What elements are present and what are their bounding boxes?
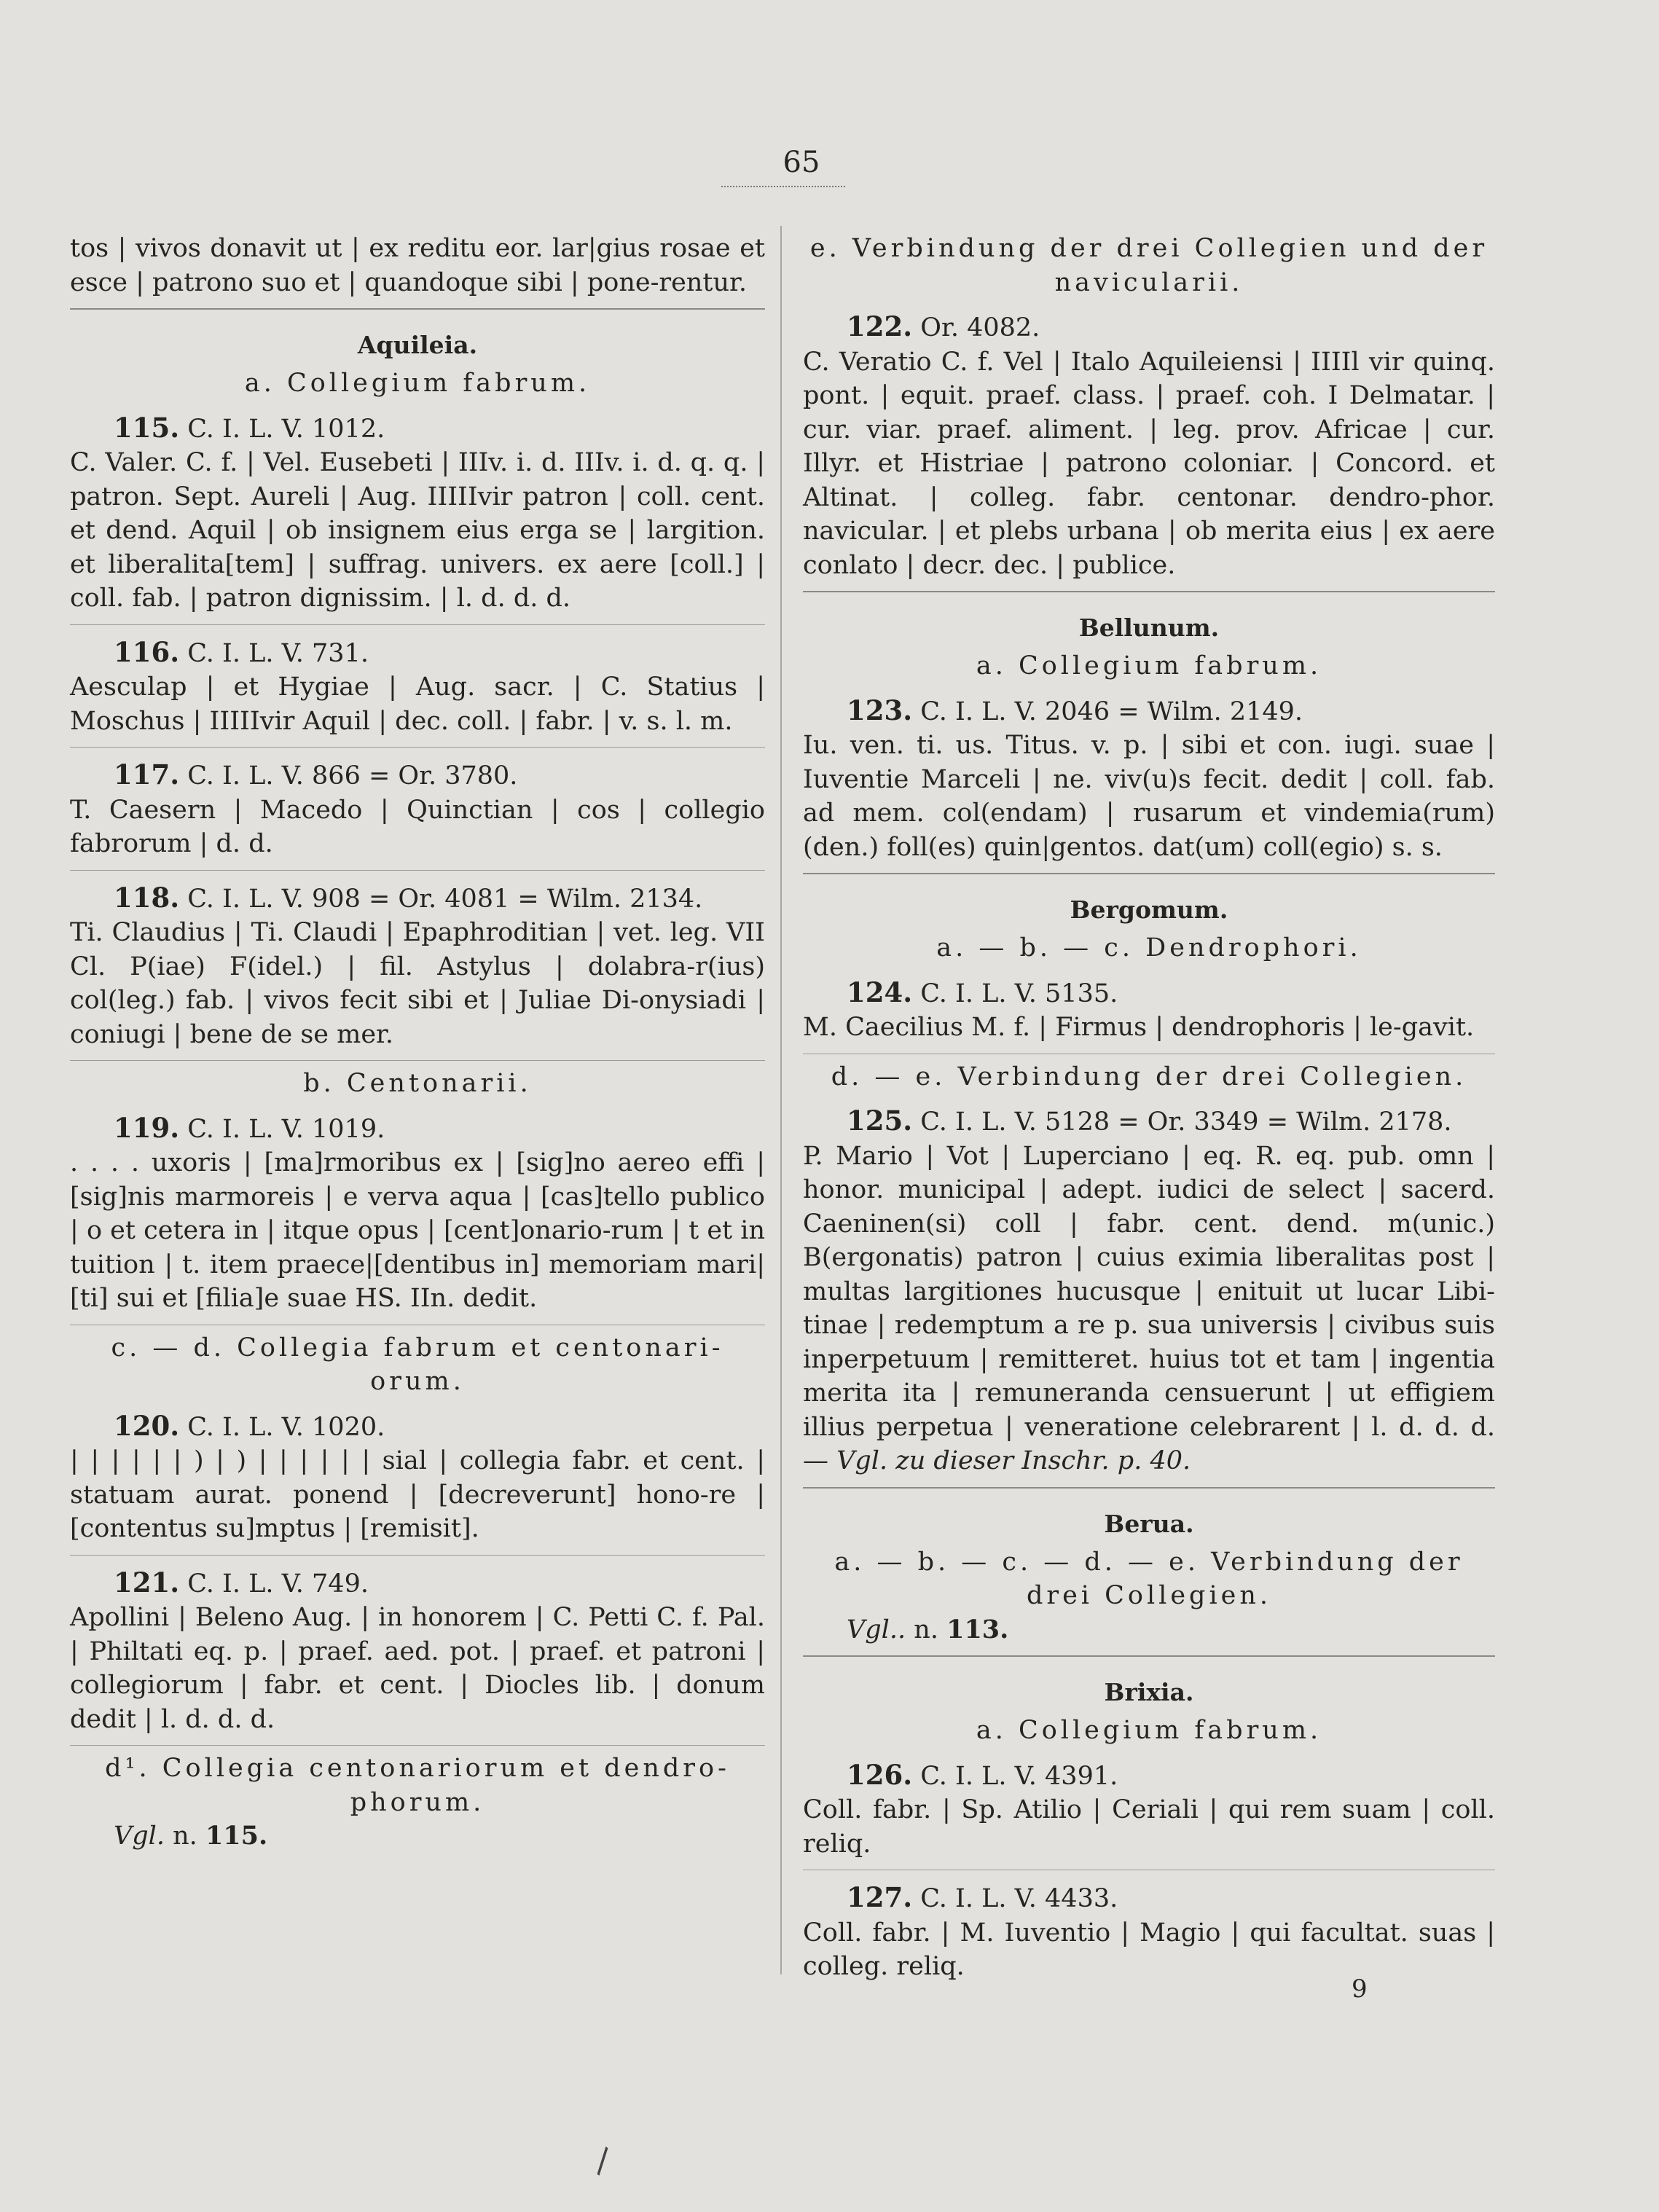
entry-115-text: C. Valer. C. f. | Vel. Eusebeti | IIIv. i. d. IIIv. i. d. q. q. | patron. Sept. Aureli | Aug. IIIIIvir patron | coll. cent. et dend. Aquil | ob insignem eius erga se | largition. et liberalita[tem] | suffrag. univers. ex aere [coll.] | coll. fab. | patron dignissim. | l. d. d. d. [70,448,765,613]
entry-rule [70,1060,765,1061]
entry-rule [70,1555,765,1556]
entry-125-note: — Vgl. zu dieser Inschr. p. 40. [803,1446,1191,1475]
signature-mark: 9 [1352,1974,1368,2004]
subsection-heading: c. — d. Collegia fabrum et centonari-orum. [111,1333,724,1396]
entry-reference: C. I. L. V. 5135. [920,978,1118,1008]
entry-number: 117. [114,758,180,791]
entry-120-text: | | | | | | ) | ) | | | | | | sial | collegia fabr. et cent. | statuam aurat. ponend | [decreverunt] hono-re | [contentus su]mptus | [remisit]. [70,1446,765,1543]
entry-116-head [70,635,765,671]
entry-number: 118. [114,881,180,914]
entry-116-text: Aesculap | et Hygiae | Aug. sacr. | C. Statius | Moschus | IIIIIvir Aquil | dec. coll. | fabr. | v. s. l. m. [70,672,765,736]
entry-reference: C. I. L. V. 908 = Or. 4081 = Wilm. 2134. [187,884,703,914]
section-rule [70,308,765,310]
vgl-prefix: Vgl. [114,1821,165,1851]
subsection-heading: a. Collegium fabrum. [976,1716,1322,1745]
vgl-number: 115. [205,1821,268,1851]
entry-number: 120. [114,1409,180,1442]
entry-number: 127. [847,1881,913,1913]
entry-number: 126. [847,1758,913,1791]
left-column [70,232,765,1854]
entry-reference: C. I. L. V. 1020. [187,1412,385,1442]
entry-reference: C. I. L. V. 2046 = Wilm. 2149. [920,697,1303,726]
section-rule [803,591,1495,592]
subsection-heading: d¹. Collegia centonariorum et dendro-phorum. [105,1754,730,1817]
entry-120-head [70,1409,765,1445]
entry-reference: C. I. L. V. 1012. [187,414,385,444]
entry-125-head [803,1104,1495,1140]
entry-124-text: M. Caecilius M. f. | Firmus | dendrophoris | le-gavit. [803,1013,1475,1042]
entry-125-text [803,1140,1495,1478]
entry-rule [70,870,765,871]
section-rule [803,873,1495,874]
subsection-heading: b. Centonarii. [303,1069,532,1098]
vgl-n: n. [173,1821,197,1851]
subsection-heading: e. Verbindung der drei Collegien und der navicularii. [809,234,1489,297]
entry-reference: C. I. L. V. 1019. [187,1114,385,1144]
page-number-ornament [721,186,845,187]
entry-reference: C. I. L. V. 866 = Or. 3780. [187,761,518,791]
entry-115-head [70,411,765,447]
right-column [803,232,1495,1984]
entry-number: 122. [847,310,913,342]
entry-number: 115. [114,411,180,444]
entry-reference: C. I. L. V. 4391. [920,1761,1118,1791]
stray-mark: \ [587,2141,619,2180]
city-heading-brixia: Brixia. [1104,1678,1194,1706]
continued-text: tos | vivos donavit ut | ex reditu eor. lar|gius rosae et esce | patrono suo et | quandoque sibi | pone-rentur. [70,234,765,297]
page-number: 65 [783,146,820,179]
entry-123-text: Iu. ven. ti. us. Titus. v. p. | sibi et con. iugi. suae | Iuventie Marceli | ne. viv(u)s fecit. dedit | coll. fab. ad mem. col(endam) | rusarum et vindemia(rum) (den.) foll(es) quin|gentos. dat(um) coll(egio) s. s. [803,731,1495,862]
entry-118-text: Ti. Claudius | Ti. Claudi | Epaphroditian | vet. leg. VII Cl. P(iae) F(idel.) | fil. Astylus | dolabra-r(ius) col(leg.) fab. | vivos fecit sibi et | Juliae Di-onysiadi | coniugi | bene de se mer. [70,918,765,1049]
entry-117-text: T. Caesern | Macedo | Quinctian | cos | collegio fabrorum | d. d. [70,795,765,858]
cross-reference [70,1819,765,1854]
entry-122-head [803,310,1495,345]
city-heading-bellunum: Bellunum. [1078,613,1220,642]
entry-reference: C. I. L. V. 4433. [920,1884,1118,1913]
entry-121-text: Apollini | Beleno Aug. | in honorem | C. Petti C. f. Pal. | Philtati eq. p. | praef. aed. pot. | praef. et patroni | collegiorum | fabr. et cent. | Diocles lib. | donum dedit | l. d. d. d. [70,1603,765,1734]
cross-reference [803,1613,1495,1647]
entry-reference: Or. 4082. [920,313,1040,342]
section-rule [803,1655,1495,1657]
entry-reference: C. I. L. V. 5128 = Or. 3349 = Wilm. 2178. [920,1107,1452,1137]
entry-125-body: P. Mario | Vot | Luperciano | eq. R. eq. pub. omn | honor. municipal | adept. iudici de select | sacerd. Caeninen(si) coll | fabr. cent. dend. m(unic.) B(ergonatis) patron | cuius eximia liberalitas post | multas largitiones hucusque | enituit ut lucar Libi-tinae | redemptum a re p. sua universis | civibus suis inperpetuum | remitteret. huius tot et tam | ingentia merita ita | remuneranda censuerunt | ut effigiem illius perpetua | veneratione celebrarent | l. d. d. d. [803,1141,1495,1442]
entry-119-text: . . . . uxoris | [ma]rmoribus ex | [sig]no aereo effi | [sig]nis marmoreis | e verva aqua | [cas]tello publico | o et cetera in | itque opus | [cent]onario-rum | t et in tuition | t. item praece|[dentibus in] memoriam mari|[ti] sui et [filia]e suae HS. IIn. dedit. [70,1148,765,1313]
entry-reference: C. I. L. V. 731. [187,638,369,668]
entry-number: 125. [847,1105,913,1137]
entry-127-text: Coll. fabr. | M. Iuventio | Magio | qui facultat. suas | colleg. reliq. [803,1918,1495,1981]
subsection-heading: d. — e. Verbindung der drei Collegien. [831,1062,1467,1091]
entry-number: 124. [847,976,913,1008]
entry-119-head [70,1111,765,1147]
column-divider [780,226,782,1974]
entry-number: 116. [114,635,180,668]
subsection-heading: a. Collegium fabrum. [976,651,1322,681]
entry-118-head [70,881,765,917]
vgl-number: 113. [946,1614,1009,1644]
entry-number: 119. [114,1111,180,1144]
entry-124-head [803,976,1495,1011]
entry-rule [70,624,765,625]
entry-123-head [803,694,1495,729]
city-heading-bergomum: Bergomum. [1070,895,1228,924]
entry-126-head [803,1758,1495,1794]
entry-117-head [70,758,765,793]
entry-122-text: C. Veratio C. f. Vel | Italo Aquileiensi | IIIIl vir quinq. pont. | equit. praef. class. | praef. coh. I Delmatar. | cur. viar. praef. aliment. | leg. prov. Africae | cur. Illyr. et Histriae | patrono coloniar. | Concord. et Altinat. | colleg. fabr. centonar. dendro-phor. navicular. | et plebs urbana | ob merita eius | ex aere conlato | decr. dec. | publice. [803,347,1495,580]
vgl-n: n. [914,1615,938,1644]
entry-rule [70,747,765,748]
city-heading-berua: Berua. [1104,1509,1194,1538]
vgl-prefix: Vgl.. [847,1615,906,1644]
entry-121-head [70,1566,765,1601]
section-rule [803,1487,1495,1489]
entry-number: 121. [114,1566,180,1599]
city-heading-aquileia: Aquileia. [357,331,478,359]
subsection-heading: a. — b. — c. Dendrophori. [936,933,1362,962]
subsection-heading: a. Collegium fabrum. [244,369,591,398]
entry-127-head [803,1880,1495,1916]
entry-rule [70,1745,765,1746]
entry-126-text: Coll. fabr. | Sp. Atilio | Ceriali | qui rem suam | coll. reliq. [803,1795,1495,1859]
subsection-heading: a. — b. — c. — d. — e. Verbindung der drei Collegien. [834,1547,1464,1610]
entry-number: 123. [847,694,913,726]
entry-reference: C. I. L. V. 749. [187,1569,369,1599]
